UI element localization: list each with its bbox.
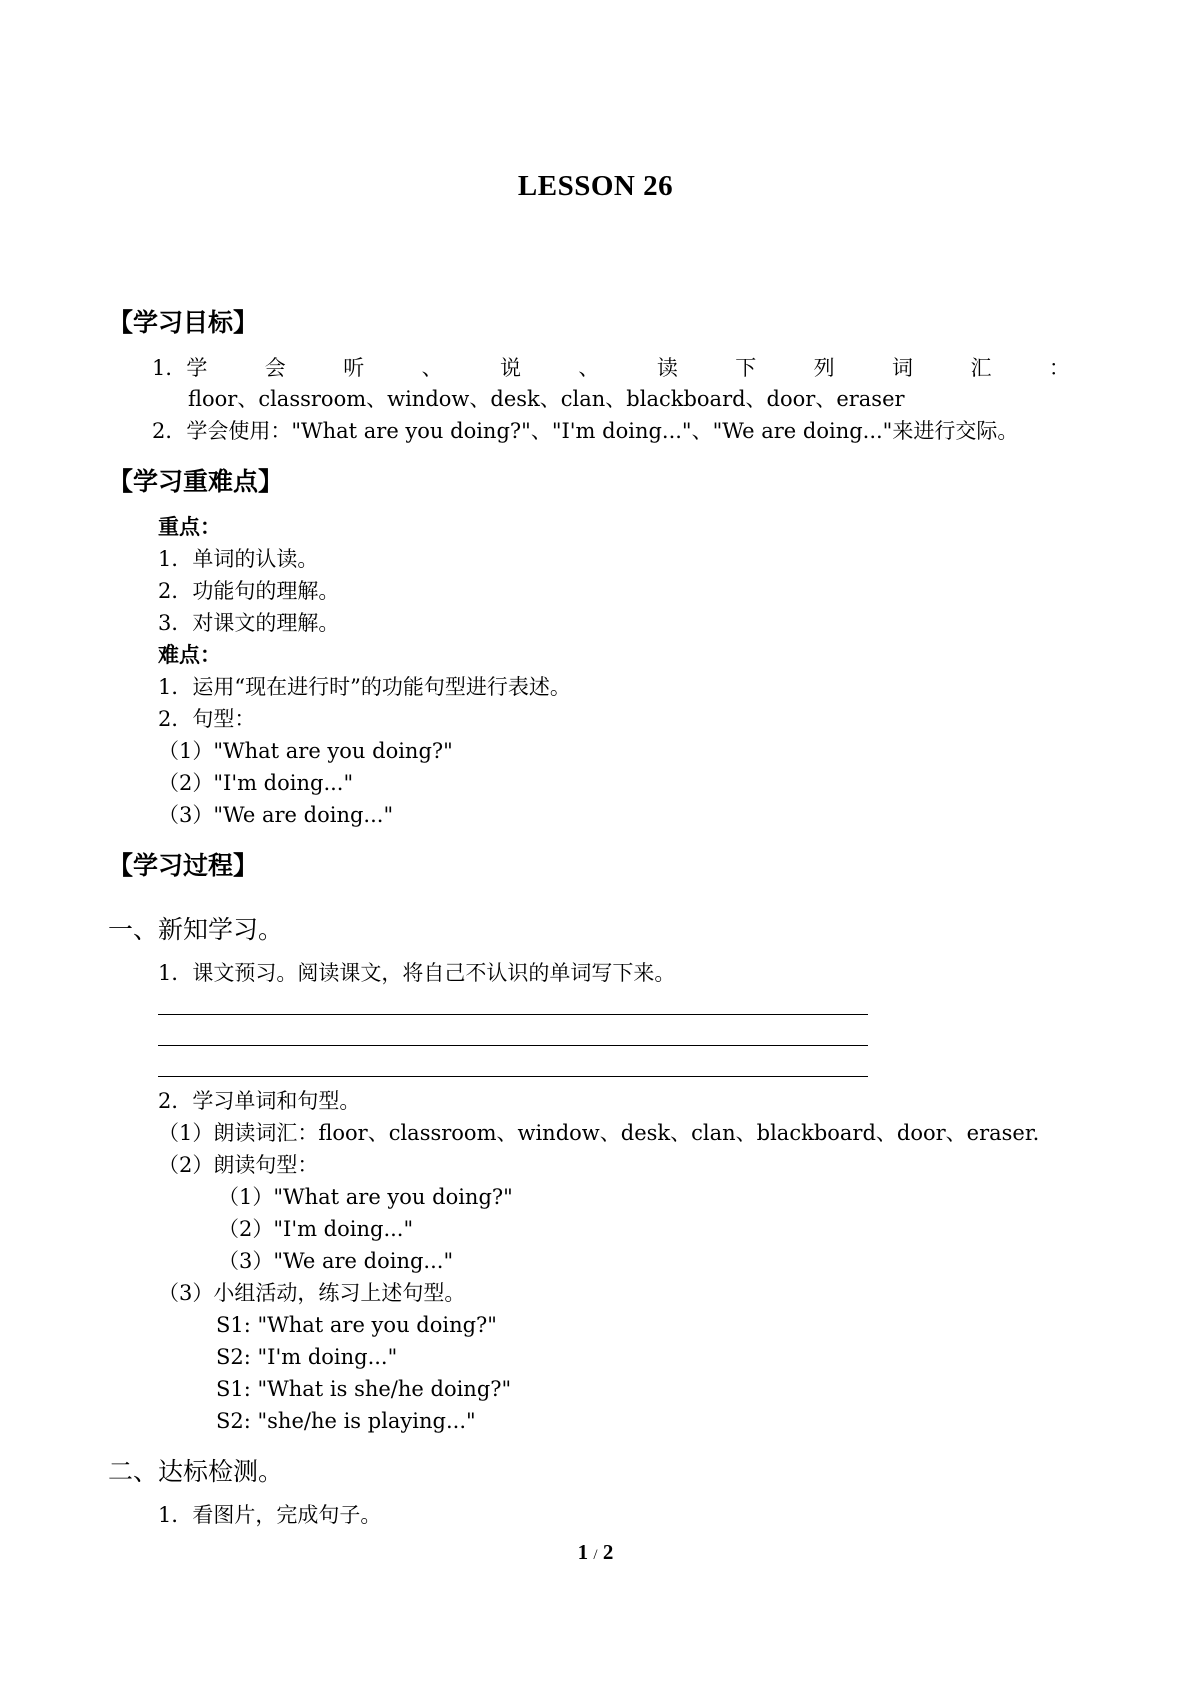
pattern-item: （1）"What are you doing?": [218, 1185, 513, 1209]
assessment-item: 1．看图片，完成句子。: [158, 1503, 382, 1527]
objective-char: 、: [578, 356, 600, 380]
read-patterns: （2）朗读句型：: [158, 1153, 319, 1177]
focus-label: 重点：: [158, 514, 221, 539]
pattern-item: （3）"We are doing...": [218, 1249, 454, 1273]
objective-char: 汇: [970, 356, 992, 380]
objective-char: 下: [735, 356, 757, 380]
pattern-item: （1）"What are you doing?": [158, 739, 453, 763]
process-heading: 【学习过程】: [108, 851, 259, 880]
page-number: [0, 1540, 1191, 1565]
focus-item: 3．对课文的理解。: [158, 611, 340, 635]
difficulty-item: 2．句型：: [158, 707, 256, 731]
objective-char: 听: [343, 356, 365, 380]
dialogue-line: S1: "What is she/he doing?": [216, 1377, 512, 1401]
difficulty-label: 难点：: [158, 642, 221, 667]
pattern-item: （2）"I'm doing...": [218, 1217, 414, 1241]
focus-item: 1．单词的认读。: [158, 547, 319, 571]
objective-char: 读: [656, 356, 678, 380]
objective-item-1-continued: floor、classroom、window、desk、clan、blackboard、door、eraser: [188, 387, 905, 411]
objective-item-1: [152, 352, 1070, 382]
objective-char: 会: [264, 356, 286, 380]
objective-char: 词: [892, 356, 914, 380]
group-activity: （3）小组活动，练习上述句型。: [158, 1281, 466, 1305]
study-step: 2．学习单词和句型。: [158, 1089, 361, 1113]
page-current: 1: [577, 1540, 589, 1564]
objective-char: 1．学: [152, 356, 208, 380]
objective-item-2: 2．学会使用："What are you doing?"、"I'm doing..."、"We are doing..."来进行交际。: [152, 419, 1019, 443]
dialogue-line: S2: "I'm doing...": [216, 1345, 398, 1369]
dialogue-line: S1: "What are you doing?": [216, 1313, 497, 1337]
writing-line[interactable]: [158, 1014, 868, 1015]
section-assessment: 二、达标检测。: [108, 1457, 284, 1486]
page-total: 2: [602, 1540, 614, 1564]
key-points-heading: 【学习重难点】: [108, 467, 284, 496]
objective-char: ：: [1048, 356, 1070, 380]
writing-line[interactable]: [158, 1045, 868, 1046]
focus-item: 2．功能句的理解。: [158, 579, 340, 603]
difficulty-item: 1．运用“现在进行时”的功能句型进行表述。: [158, 675, 571, 699]
page-separator: /: [593, 1547, 598, 1563]
objectives-heading: 【学习目标】: [108, 308, 259, 337]
section-new-knowledge: 一、新知学习。: [108, 915, 284, 944]
preview-step: 1．课文预习。阅读课文，将自己不认识的单词写下来。: [158, 961, 676, 985]
objective-char: 说: [500, 356, 521, 380]
pattern-item: （2）"I'm doing...": [158, 771, 354, 795]
read-words: （1）朗读词汇：floor、classroom、window、desk、clan、blackboard、door、eraser.: [158, 1121, 1040, 1145]
page-title: LESSON 26: [517, 170, 674, 202]
dialogue-line: S2: "she/he is playing...": [216, 1409, 476, 1433]
objective-char: 、: [421, 356, 443, 380]
objective-char: 列: [813, 356, 835, 380]
pattern-item: （3）"We are doing...": [158, 803, 394, 827]
writing-line[interactable]: [158, 1076, 868, 1077]
